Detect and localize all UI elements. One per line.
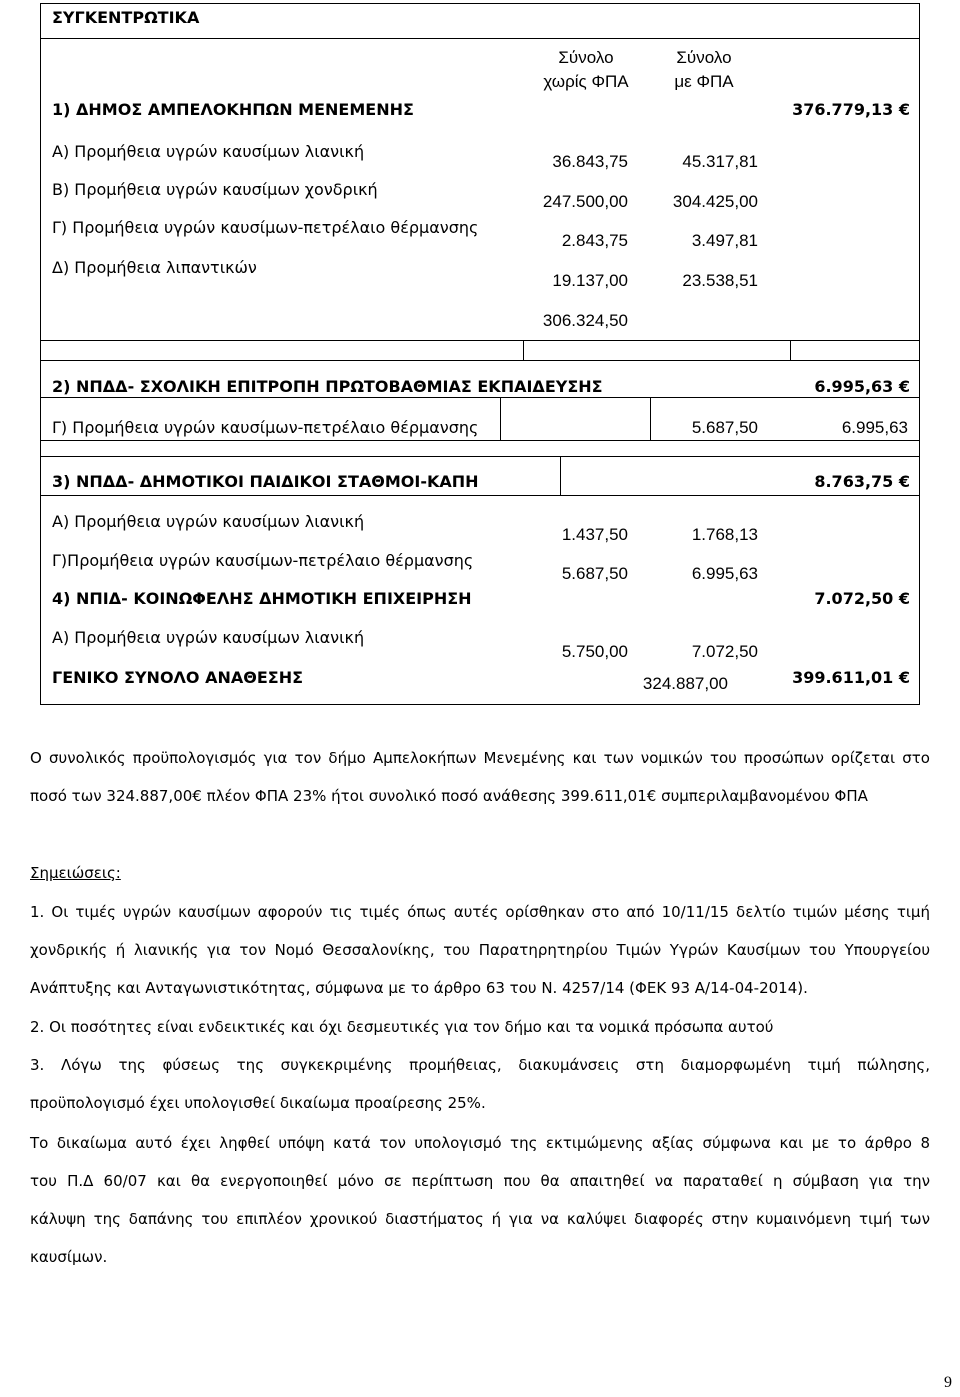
divider [500, 397, 501, 441]
column-header-line: Σύνολο [676, 48, 732, 67]
item-net-amount: 19.137,00 [552, 271, 628, 290]
section-4-title: 4) ΝΠΙΔ- ΚΟΙΝΩΦΕΛΗΣ ΔΗΜΟΤΙΚΗ ΕΠΙΧΕΙΡΗΣΗ [52, 589, 472, 608]
item-gross-amount: 6.995,63 [691, 564, 758, 583]
column-header-with-vat [644, 46, 764, 94]
grand-total-label: ΓΕΝΙΚΟ ΣΥΝΟΛΟ ΑΝΑΘΕΣΗΣ [52, 668, 304, 687]
page-number: 9 [944, 1374, 952, 1391]
column-header-without-vat [526, 46, 646, 94]
section-1-subtotal: 306.324,50 [542, 311, 628, 330]
summary-line: ποσό των 324.887,00€ πλέον ΦΠΑ 23% ήτοι συνολικό ποσό ανάθεσης 399.611,01€ συμπεριλαμβανομένου ΦΠΑ [30, 787, 868, 805]
item-net-amount: 5.687,50 [561, 564, 628, 583]
item-label: Γ) Προμήθεια υγρών καυσίμων-πετρέλαιο θέρμανσης [52, 218, 479, 237]
note-1-line: χονδρικής ή λιανικής για τον Νομό Θεσσαλονίκης, του Παρατηρητηρίου Τιμών Υγρών Καυσίμων του Υπουργείου [30, 941, 930, 959]
section-3-title: 3) ΝΠΔΔ- ΔΗΜΟΤΙΚΟΙ ΠΑΙΔΙΚΟΙ ΣΤΑΘΜΟΙ-ΚΑΠΗ [52, 472, 479, 491]
item-net-amount: 5.687,50 [691, 418, 758, 437]
item-label: Α) Προμήθεια υγρών καυσίμων λιανική [52, 512, 365, 531]
item-gross-amount: 45.317,81 [682, 152, 758, 171]
section-1-total: 376.779,13 € [792, 100, 910, 119]
section-3-total: 8.763,75 € [814, 472, 910, 491]
document-title: ΣΥΓΚΕΝΤΡΩΤΙΚΑ [52, 8, 200, 27]
note-4-line: κάλυψη της δαπάνης του επιπλέον χρονικού διαστήματος ή για να καλύψει διαφορές στην κυμαινόμενη τιμή των [30, 1210, 930, 1228]
note-4-line: καυσίμων. [30, 1248, 108, 1266]
item-net-amount: 36.843,75 [552, 152, 628, 171]
note-2: 2. Οι ποσότητες είναι ενδεικτικές και όχι δεσμευτικές για τον δήμο και τα νομικά πρόσωπα αυτού [30, 1018, 774, 1036]
section-1-title: 1) ΔΗΜΟΣ ΑΜΠΕΛΟΚΗΠΩΝ ΜΕΝΕΜΕΝΗΣ [52, 100, 414, 119]
item-net-amount: 247.500,00 [542, 192, 628, 211]
divider [560, 456, 561, 496]
note-4-line: του Π.Δ 60/07 και θα ενεργοποιηθεί μόνο σε περίπτωση που θα απαιτηθεί να παραταθεί η σύμβαση για την [30, 1172, 930, 1190]
item-label: Δ) Προμήθεια λιπαντικών [52, 258, 257, 277]
divider [40, 495, 919, 496]
grand-total-gross: 399.611,01 € [792, 668, 910, 687]
item-label: Α) Προμήθεια υγρών καυσίμων λιανική [52, 628, 365, 647]
divider [40, 38, 919, 39]
note-4-line: Το δικαίωμα αυτό έχει ληφθεί υπόψη κατά τον υπολογισμό της εκτιμώμενης αξίας σύμφωνα και με το άρθρο 8 [30, 1134, 930, 1152]
column-header-line: χωρίς ΦΠΑ [543, 72, 629, 91]
column-header-line: με ΦΠΑ [674, 72, 734, 91]
item-net-amount: 2.843,75 [561, 231, 628, 250]
section-4-total: 7.072,50 € [814, 589, 910, 608]
divider [40, 340, 919, 341]
item-label: Α) Προμήθεια υγρών καυσίμων λιανική [52, 142, 365, 161]
divider [523, 340, 524, 361]
item-gross-amount: 304.425,00 [672, 192, 758, 211]
note-3-line: 3. Λόγω της φύσεως της συγκεκριμένης προμήθειας, διακυμάνσεις στη διαμορφωμένη τιμή πώλησης, [30, 1056, 930, 1074]
column-header-line: Σύνολο [558, 48, 614, 67]
note-3-line: προϋπολογισμό έχει υπολογισθεί δικαίωμα προαίρεσης 25%. [30, 1094, 486, 1112]
item-label: Β) Προμήθεια υγρών καυσίμων χονδρική [52, 180, 378, 199]
item-gross-amount: 1.768,13 [691, 525, 758, 544]
divider [40, 360, 919, 361]
divider [40, 440, 919, 441]
item-gross-amount: 7.072,50 [691, 642, 758, 661]
section-2-title: 2) ΝΠΔΔ- ΣΧΟΛΙΚΗ ΕΠΙΤΡΟΠΗ ΠΡΩΤΟΒΑΘΜΙΑΣ ΕΚΠΑΙΔΕΥΣΗΣ [52, 377, 603, 396]
divider [40, 456, 919, 457]
item-gross-amount: 6.995,63 [841, 418, 908, 437]
item-gross-amount: 3.497,81 [691, 231, 758, 250]
item-label: Γ)Προμήθεια υγρών καυσίμων-πετρέλαιο θέρμανσης [52, 551, 474, 570]
item-gross-amount: 23.538,51 [682, 271, 758, 290]
section-2-total: 6.995,63 € [814, 377, 910, 396]
summary-line: Ο συνολικός προϋπολογισμός για τον δήμο Αμπελοκήπων Μενεμένης και των νομικών του προσώπων ορίζεται στο [30, 749, 930, 767]
item-net-amount: 5.750,00 [561, 642, 628, 661]
note-1-line: Ανάπτυξης και Ανταγωνιστικότητας, σύμφωνα με το άρθρο 63 του Ν. 4257/14 (ΦΕΚ 93 Α/14-04-2014). [30, 979, 808, 997]
notes-heading: Σημειώσεις: [30, 864, 121, 882]
divider [40, 397, 919, 398]
item-label: Γ) Προμήθεια υγρών καυσίμων-πετρέλαιο θέρμανσης [52, 418, 479, 437]
divider [790, 340, 791, 361]
grand-total-net: 324.887,00 [642, 674, 728, 693]
note-1-line: 1. Οι τιμές υγρών καυσίμων αφορούν τις τιμές όπως αυτές ορίσθηκαν στο από 10/11/15 δελτίο τιμών μέσης τιμή [30, 903, 930, 921]
item-net-amount: 1.437,50 [561, 525, 628, 544]
